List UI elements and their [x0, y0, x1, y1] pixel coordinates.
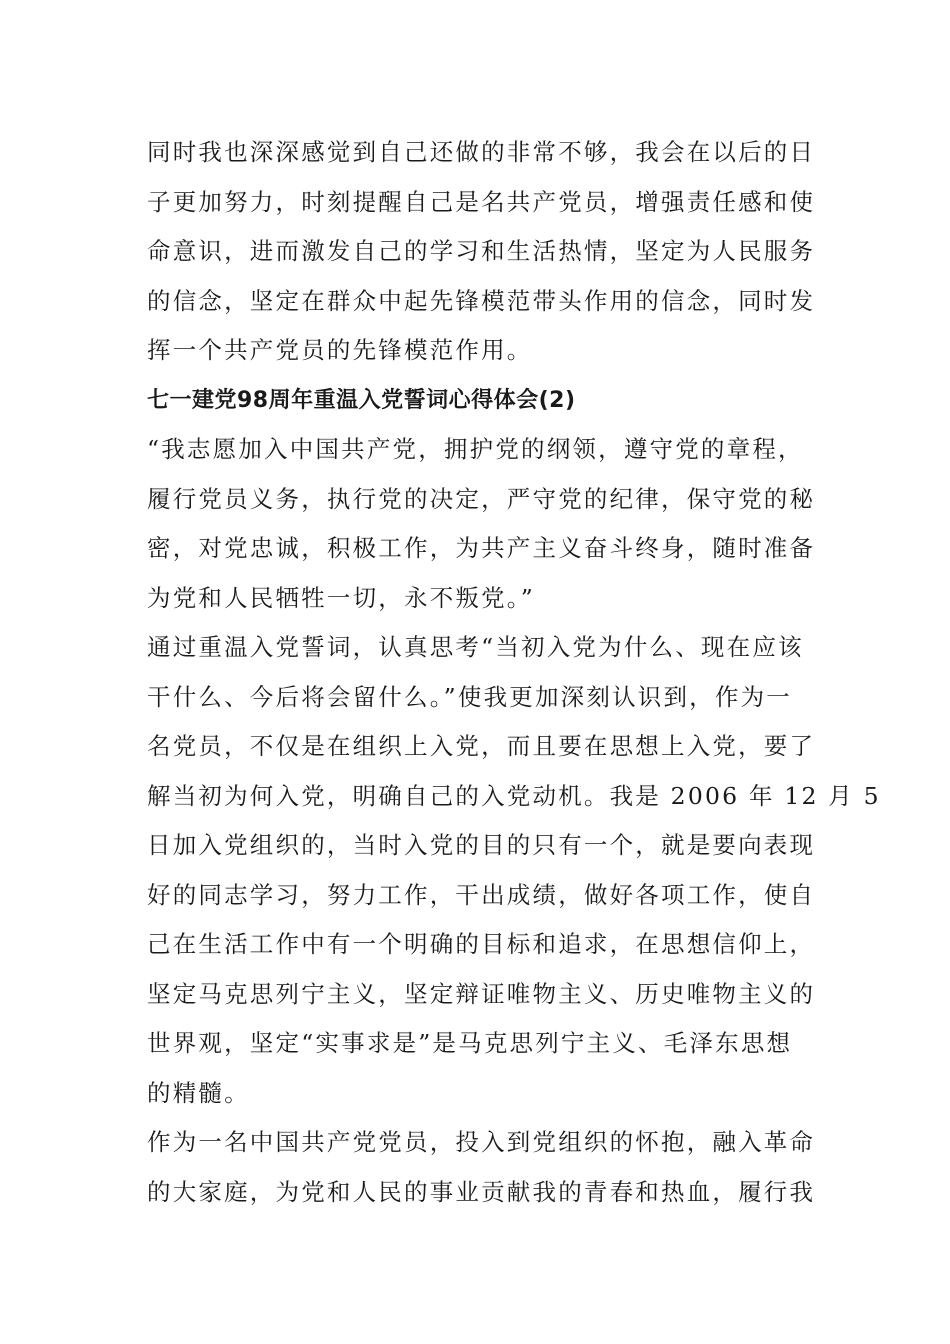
text-line: 的信念，坚定在群众中起先锋模范带头作用的信念，同时发 [147, 286, 816, 315]
text-line: 命意识，进而激发自己的学习和生活热情，坚定为人民服务 [147, 237, 816, 265]
text-line: 干什么、今后将会留什么。”使我更加深刻认识到，作为一 [147, 682, 792, 711]
text-line: 名党员，不仅是在组织上入党，而且要在思想上入党，要了 [147, 732, 816, 760]
text-line: 日加入党组织的，当时入党的目的只有一个，就是要向表现 [147, 831, 816, 859]
text-line: “我志愿加入中国共产党，拥护党的纲领，遵守党的章程， [147, 435, 804, 463]
text-line: 通过重温入党誓词，认真思考“当初入党为什么、现在应该 [147, 633, 804, 661]
paragraph-4 [147, 1118, 816, 1217]
text-line: 履行党员义务，执行党的决定，严守党的纪律，保守党的秘 [147, 484, 816, 513]
text-line: 解当初为何入党，明确自己的入党动机。我是 2006 年 12 月 5 [147, 781, 881, 810]
section-heading: 七一建党98周年重温入党誓词心得体会(2) [147, 387, 576, 413]
text-line: 作为一名中国共产党党员，投入到党组织的怀抱，融入革命 [147, 1128, 816, 1156]
paragraph-3 [147, 623, 881, 1118]
paragraph-1 [147, 128, 816, 376]
text-line: 同时我也深深感觉到自己还做的非常不够，我会在以后的日 [147, 138, 816, 166]
text-line: 己在生活工作中有一个明确的目标和追求，在思想信仰上， [147, 930, 816, 958]
text-line: 坚定马克思列宁主义，坚定辩证唯物主义、历史唯物主义的 [147, 979, 816, 1008]
text-line: 子更加努力，时刻提醒自己是名共产党员，增强责任感和使 [147, 187, 816, 216]
text-line: 的精髓。 [147, 1078, 250, 1107]
text-line: 的大家庭，为党和人民的事业贡献我的青春和热血，履行我 [147, 1177, 816, 1206]
text-line: 好的同志学习，努力工作，干出成绩，做好各项工作，使自 [147, 880, 816, 909]
text-line: 挥一个共产党员的先锋模范作用。 [147, 336, 533, 364]
text-line: 密，对党忠诚，积极工作，为共产主义奋斗终身，随时准备 [147, 534, 816, 562]
oath-quote-paragraph [147, 425, 816, 623]
text-line: 世界观，坚定“实事求是”是马克思列宁主义、毛泽东思想 [147, 1029, 793, 1057]
text-line: 为党和人民牺牲一切，永不叛党。” [147, 583, 535, 612]
document-page [147, 128, 881, 1217]
